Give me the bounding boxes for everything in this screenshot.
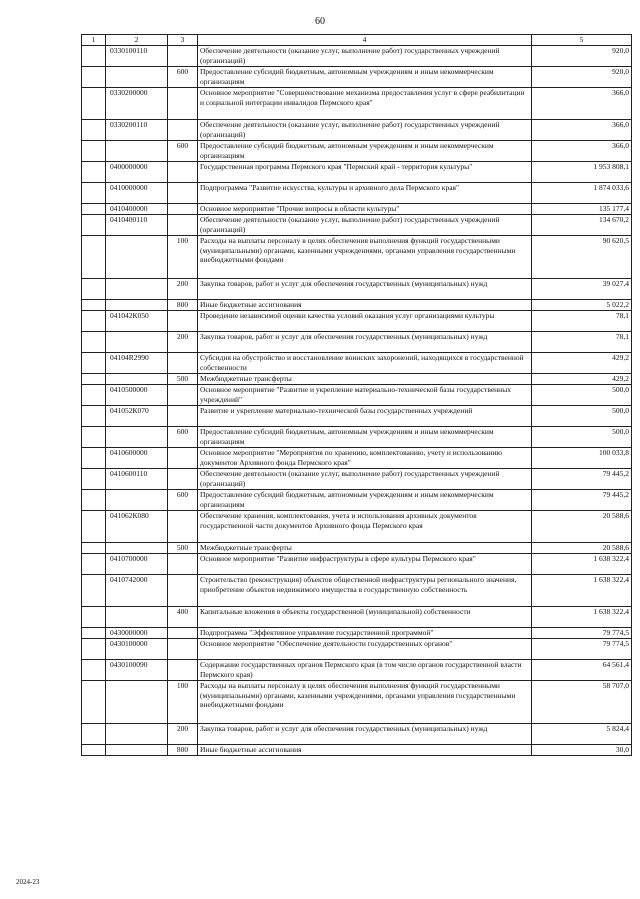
description-cell: Основное мероприятие "Обеспечение деятельности государственных органов" <box>198 638 532 659</box>
amount-cell: 5 022,2 <box>532 299 632 310</box>
table-row <box>82 373 632 384</box>
table-row <box>82 352 632 373</box>
subcode-cell <box>168 574 198 606</box>
subcode-cell <box>168 87 198 119</box>
amount-cell: 79 774,5 <box>532 627 632 638</box>
table-row <box>82 140 632 161</box>
subcode-cell: 500 <box>168 373 198 384</box>
table-row <box>82 119 632 140</box>
subcode-cell <box>168 659 198 680</box>
col1-cell <box>82 553 106 574</box>
subcode-cell <box>168 553 198 574</box>
description-cell: Обеспечение хранения, комплектования, учета и использования архивных документов государственной части документов Архивного фонда Пермского края <box>198 510 532 542</box>
amount-cell: 135 177,4 <box>532 203 632 214</box>
description-cell: Подпрограмма "Эффективное управление государственной программой" <box>198 627 532 638</box>
code-cell <box>106 331 168 352</box>
code-cell: 041042К050 <box>106 310 168 331</box>
amount-cell: 500,0 <box>532 405 632 426</box>
table-row <box>82 87 632 119</box>
table-row <box>82 405 632 426</box>
amount-cell: 78,1 <box>532 331 632 352</box>
description-cell: Предоставление субсидий бюджетным, автономным учреждениям и иным некоммерческим организациям <box>198 426 532 447</box>
amount-cell: 920,0 <box>532 45 632 66</box>
table-row <box>82 553 632 574</box>
code-cell <box>106 278 168 299</box>
amount-cell: 429,2 <box>532 373 632 384</box>
table-row <box>82 542 632 553</box>
code-cell <box>106 606 168 627</box>
amount-cell: 500,0 <box>532 426 632 447</box>
code-cell: 0330100110 <box>106 45 168 66</box>
col1-cell <box>82 489 106 510</box>
table-row <box>82 278 632 299</box>
header-col-2: 2 <box>106 35 168 46</box>
subcode-cell <box>168 352 198 373</box>
code-cell <box>106 299 168 310</box>
code-cell: 0400000000 <box>106 161 168 182</box>
code-cell: 04104R2990 <box>106 352 168 373</box>
amount-cell: 39 027,4 <box>532 278 632 299</box>
table-row <box>82 66 632 87</box>
amount-cell: 366,0 <box>532 119 632 140</box>
table-row <box>82 468 632 489</box>
subcode-cell: 100 <box>168 680 198 723</box>
table-row <box>82 182 632 203</box>
amount-cell: 79 774,5 <box>532 638 632 659</box>
col1-cell <box>82 627 106 638</box>
amount-cell: 5 824,4 <box>532 723 632 744</box>
table-row <box>82 606 632 627</box>
table-row <box>82 744 632 755</box>
code-cell: 0410742000 <box>106 574 168 606</box>
table-row <box>82 680 632 723</box>
col1-cell <box>82 310 106 331</box>
table-row <box>82 161 632 182</box>
code-cell: 0410600000 <box>106 447 168 468</box>
code-cell: 0330200110 <box>106 119 168 140</box>
amount-cell: 920,0 <box>532 66 632 87</box>
description-cell: Обеспечение деятельности (оказание услуг, выполнение работ) государственных учреждений (организаций) <box>198 468 532 489</box>
code-cell: 0330200000 <box>106 87 168 119</box>
subcode-cell: 800 <box>168 299 198 310</box>
description-cell: Межбюджетные трансферты <box>198 542 532 553</box>
col1-cell <box>82 87 106 119</box>
code-cell: 0410700000 <box>106 553 168 574</box>
description-cell: Основное мероприятие "Прочие вопросы в области культуры" <box>198 203 532 214</box>
amount-cell: 79 445,2 <box>532 468 632 489</box>
subcode-cell: 100 <box>168 235 198 278</box>
amount-cell: 30,0 <box>532 744 632 755</box>
col1-cell <box>82 426 106 447</box>
col1-cell <box>82 235 106 278</box>
code-cell: 0430000000 <box>106 627 168 638</box>
description-cell: Обеспечение деятельности (оказание услуг, выполнение работ) государственных учреждений (организаций) <box>198 45 532 66</box>
description-cell: Обеспечение деятельности (оказание услуг, выполнение работ) государственных учреждений (организаций) <box>198 214 532 235</box>
description-cell: Основное мероприятие "Совершенствование механизма предоставления услуг в сфере реабилитации и социальной интеграции инвалидов Пермского края" <box>198 87 532 119</box>
amount-cell: 1 638 322,4 <box>532 553 632 574</box>
subcode-cell: 200 <box>168 331 198 352</box>
description-cell: Подпрограмма "Развитие искусства, культуры и архивного дела Пермского края" <box>198 182 532 203</box>
subcode-cell: 600 <box>168 140 198 161</box>
description-cell: Предоставление субсидий бюджетным, автономным учреждениям и иным некоммерческим организациям <box>198 489 532 510</box>
table-row <box>82 310 632 331</box>
code-cell <box>106 235 168 278</box>
code-cell <box>106 66 168 87</box>
subcode-cell <box>168 182 198 203</box>
code-cell <box>106 680 168 723</box>
col1-cell <box>82 447 106 468</box>
table-row <box>82 638 632 659</box>
subcode-cell <box>168 627 198 638</box>
description-cell: Государственная программа Пермского края "Пермский край - территория культуры" <box>198 161 532 182</box>
description-cell: Закупка товаров, работ и услуг для обеспечения государственных (муниципальных) нужд <box>198 723 532 744</box>
code-cell <box>106 723 168 744</box>
col1-cell <box>82 140 106 161</box>
description-cell: Иные бюджетные ассигнования <box>198 299 532 310</box>
description-cell: Иные бюджетные ассигнования <box>198 744 532 755</box>
table-row <box>82 627 632 638</box>
col1-cell <box>82 510 106 542</box>
amount-cell: 79 445,2 <box>532 489 632 510</box>
col1-cell <box>82 119 106 140</box>
amount-cell: 20 588,6 <box>532 542 632 553</box>
header-col-5: 5 <box>532 35 632 46</box>
code-cell <box>106 373 168 384</box>
subcode-cell <box>168 203 198 214</box>
header-col-1: 1 <box>82 35 106 46</box>
code-cell: 0410000000 <box>106 182 168 203</box>
subcode-cell: 800 <box>168 744 198 755</box>
col1-cell <box>82 723 106 744</box>
col1-cell <box>82 203 106 214</box>
page-number: 60 <box>315 16 325 27</box>
subcode-cell: 600 <box>168 426 198 447</box>
col1-cell <box>82 161 106 182</box>
amount-cell: 366,0 <box>532 140 632 161</box>
code-cell <box>106 426 168 447</box>
description-cell: Закупка товаров, работ и услуг для обеспечения государственных (муниципальных) нужд <box>198 331 532 352</box>
amount-cell: 90 620,5 <box>532 235 632 278</box>
subcode-cell <box>168 447 198 468</box>
description-cell: Расходы на выплаты персоналу в целях обеспечения выполнения функций государственными (муниципальными) органами, казенными учреждениями, органами управления государственными внебюджетными фондами <box>198 235 532 278</box>
amount-cell: 429,2 <box>532 352 632 373</box>
description-cell: Межбюджетные трансферты <box>198 373 532 384</box>
amount-cell: 1 953 808,1 <box>532 161 632 182</box>
col1-cell <box>82 373 106 384</box>
table-row <box>82 426 632 447</box>
col1-cell <box>82 659 106 680</box>
table-row <box>82 235 632 278</box>
description-cell: Строительство (реконструкция) объектов общественной инфраструктуры регионального значения, приобретение объектов недвижимого имущества в государственную собственность <box>198 574 532 606</box>
subcode-cell: 600 <box>168 489 198 510</box>
table-row <box>82 203 632 214</box>
code-cell: 0430100000 <box>106 638 168 659</box>
table-body <box>82 45 632 755</box>
code-cell: 0410500000 <box>106 384 168 405</box>
amount-cell: 500,0 <box>532 384 632 405</box>
description-cell: Субсидия на обустройство и восстановление воинских захоронений, находящихся в государственной собственности <box>198 352 532 373</box>
subcode-cell: 400 <box>168 606 198 627</box>
description-cell: Предоставление субсидий бюджетным, автономным учреждениям и иным некоммерческим организациям <box>198 140 532 161</box>
col1-cell <box>82 468 106 489</box>
col1-cell <box>82 45 106 66</box>
code-cell: 041062К080 <box>106 510 168 542</box>
col1-cell <box>82 638 106 659</box>
subcode-cell <box>168 638 198 659</box>
col1-cell <box>82 299 106 310</box>
amount-cell: 1 874 033,6 <box>532 182 632 203</box>
description-cell: Расходы на выплаты персоналу в целях обеспечения выполнения функций государственными (муниципальными) органами, казенными учреждениями, органами управления государственными внебюджетными фондами <box>198 680 532 723</box>
col1-cell <box>82 331 106 352</box>
col1-cell <box>82 278 106 299</box>
code-cell <box>106 744 168 755</box>
table-row <box>82 299 632 310</box>
table-row <box>82 574 632 606</box>
code-cell <box>106 489 168 510</box>
table-row <box>82 45 632 66</box>
description-cell: Предоставление субсидий бюджетным, автономным учреждениям и иным некоммерческим организациям <box>198 66 532 87</box>
description-cell: Содержание государственных органов Пермского края (в том числе органов государственной власти Пермского края) <box>198 659 532 680</box>
amount-cell: 64 561,4 <box>532 659 632 680</box>
amount-cell: 78,1 <box>532 310 632 331</box>
col1-cell <box>82 744 106 755</box>
description-cell: Основное мероприятие "Развитие и укрепление материально-технической базы государственных учреждений" <box>198 384 532 405</box>
subcode-cell: 500 <box>168 542 198 553</box>
subcode-cell <box>168 310 198 331</box>
col1-cell <box>82 680 106 723</box>
footer-code: 2024-23 <box>16 878 40 886</box>
table-row <box>82 384 632 405</box>
budget-table <box>81 34 632 756</box>
amount-cell: 20 588,6 <box>532 510 632 542</box>
table-row <box>82 447 632 468</box>
description-cell: Основное мероприятие "Мероприятия по хранению, комплектованию, учету и использованию документов Архивного фонда Пермского края" <box>198 447 532 468</box>
subcode-cell <box>168 384 198 405</box>
header-row <box>82 35 632 46</box>
header-col-3: 3 <box>168 35 198 46</box>
subcode-cell <box>168 405 198 426</box>
amount-cell: 100 033,8 <box>532 447 632 468</box>
col1-cell <box>82 606 106 627</box>
table-row <box>82 214 632 235</box>
table-row <box>82 723 632 744</box>
amount-cell: 1 638 322,4 <box>532 606 632 627</box>
code-cell: 0410400110 <box>106 214 168 235</box>
code-cell <box>106 542 168 553</box>
col1-cell <box>82 384 106 405</box>
code-cell: 0410400000 <box>106 203 168 214</box>
amount-cell: 58 707,0 <box>532 680 632 723</box>
col1-cell <box>82 574 106 606</box>
amount-cell: 1 638 322,4 <box>532 574 632 606</box>
code-cell: 0430100090 <box>106 659 168 680</box>
description-cell: Развитие и укрепление материально-технической базы государственных учреждений <box>198 405 532 426</box>
subcode-cell <box>168 45 198 66</box>
amount-cell: 366,0 <box>532 87 632 119</box>
header-col-4: 4 <box>198 35 532 46</box>
code-cell: 041052К070 <box>106 405 168 426</box>
subcode-cell <box>168 161 198 182</box>
table-row <box>82 331 632 352</box>
subcode-cell <box>168 510 198 542</box>
subcode-cell <box>168 214 198 235</box>
table-row <box>82 489 632 510</box>
table-row <box>82 510 632 542</box>
description-cell: Закупка товаров, работ и услуг для обеспечения государственных (муниципальных) нужд <box>198 278 532 299</box>
description-cell: Основное мероприятие "Развитие инфраструктуры в сфере культуры Пермского края" <box>198 553 532 574</box>
col1-cell <box>82 66 106 87</box>
description-cell: Капитальные вложения в объекты государственной (муниципальной) собственности <box>198 606 532 627</box>
description-cell: Обеспечение деятельности (оказание услуг, выполнение работ) государственных учреждений (организаций) <box>198 119 532 140</box>
subcode-cell: 200 <box>168 723 198 744</box>
code-cell <box>106 140 168 161</box>
col1-cell <box>82 214 106 235</box>
col1-cell <box>82 182 106 203</box>
code-cell: 0410600110 <box>106 468 168 489</box>
subcode-cell: 600 <box>168 66 198 87</box>
subcode-cell: 200 <box>168 278 198 299</box>
table-row <box>82 659 632 680</box>
col1-cell <box>82 352 106 373</box>
col1-cell <box>82 542 106 553</box>
subcode-cell <box>168 119 198 140</box>
subcode-cell <box>168 468 198 489</box>
amount-cell: 134 670,2 <box>532 214 632 235</box>
col1-cell <box>82 405 106 426</box>
description-cell: Проведение независимой оценки качества условий оказания услуг организациями культуры <box>198 310 532 331</box>
